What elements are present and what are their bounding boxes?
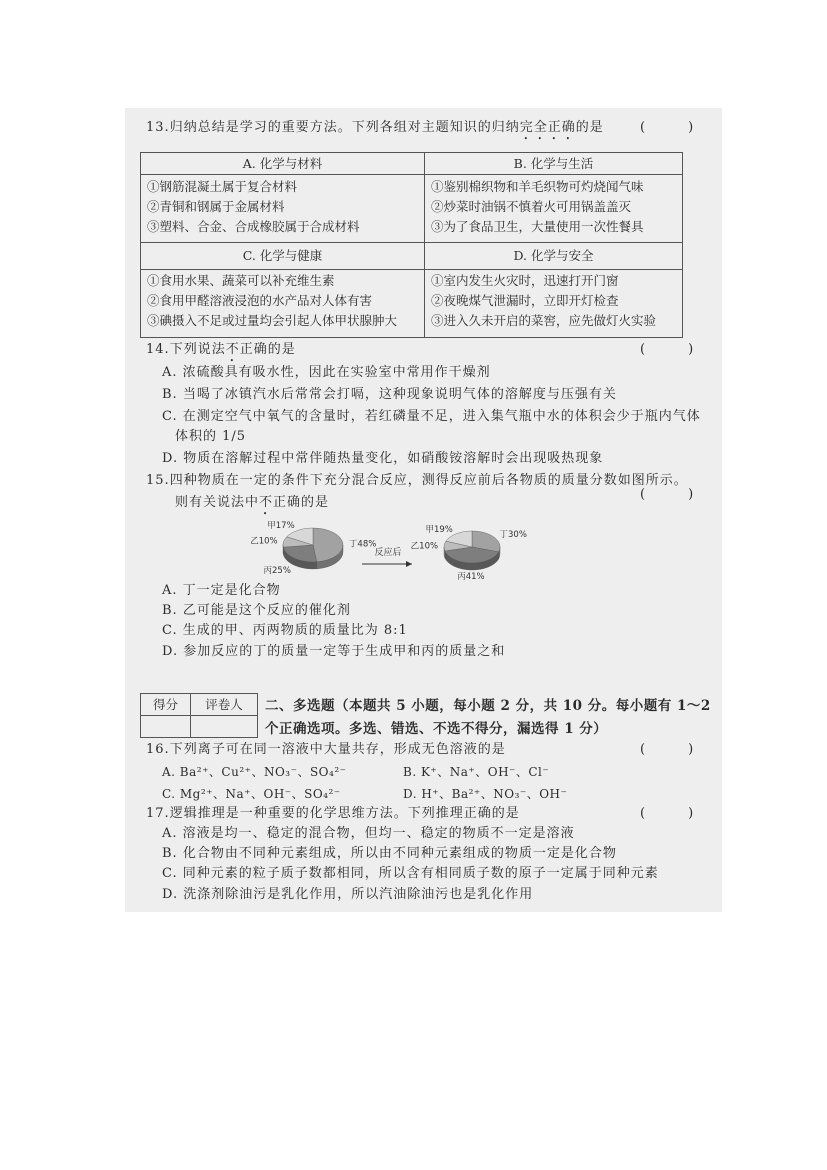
- q17-option-d: D. 洗涤剂除油污是乳化作用，所以汽油除油污也是乳化作用: [162, 887, 534, 902]
- q14-option-b: B. 当喝了冰镇汽水后常常会打嗝，这种现象说明气体的溶解度与压强有关: [162, 387, 617, 402]
- q16-stem-text: 下列离子可在同一溶液中大量共存，形成无色溶液的是: [169, 742, 506, 757]
- q13-cell-a: [141, 153, 425, 243]
- q13-cell-d-item: ①室内发生火灾时，迅速打开门窗: [431, 273, 619, 288]
- pie-before-label-2: 丙25%: [263, 566, 291, 577]
- q15-stem-line2-text: 则有关说法中: [175, 495, 260, 510]
- q13-table: [140, 152, 683, 338]
- q17-answer-bracket: ( ): [640, 806, 695, 821]
- q13-stem-emphasis: 完全正确: [519, 120, 576, 135]
- q15-option-a: A. 丁一定是化合物: [162, 583, 281, 598]
- q14-answer-bracket: ( ): [640, 342, 695, 357]
- pie-after-label-2: 丙41%: [457, 571, 485, 582]
- q15-option-b: B. 乙可能是这个反应的催化剂: [162, 603, 351, 618]
- q13-cell-d-item: ③进入久未开启的菜窖，应先做灯火实验: [431, 313, 657, 328]
- q16-option-b: B. K⁺、Na⁺、OH⁻、Cl⁻: [403, 765, 550, 779]
- q13-cell-c: [141, 243, 425, 337]
- q16-answer-bracket: ( ): [640, 742, 695, 757]
- q17-option-b: B. 化合物由不同种元素组成，所以由不同种元素组成的物质一定是化合物: [162, 846, 617, 861]
- q17-stem-text: 逻辑推理是一种重要的化学思维方法。下列推理正确的是: [169, 806, 520, 821]
- q14-option-c-continuation: 体积的 1/5: [175, 429, 247, 444]
- pie-before: [250, 521, 376, 576]
- q17-option-c: C. 同种元素的粒子质子数都相同，所以含有相同质子数的原子一定属于同种元素: [162, 866, 659, 881]
- q14-number: 14.: [146, 342, 170, 357]
- q14-stem-emphasis: 不: [225, 342, 240, 357]
- q13-stem-text: 归纳总结是学习的重要方法。下列各组对主题知识的归纳: [169, 120, 520, 135]
- q14-option-d: D. 物质在溶解过程中常伴随热量变化，如硝酸铵溶解时会出现吸热现象: [162, 451, 604, 466]
- q15-stem-emphasis: 不: [259, 495, 274, 510]
- q14-stem-text: 下列说法: [169, 342, 226, 357]
- q13-stem-ending: 的是: [575, 120, 604, 135]
- q15-pie-figure: [230, 508, 530, 588]
- q14-option-c: C. 在测定空气中氧气的含量时，若红磷量不足，进入集气瓶中水的体积会少于瓶内气体: [162, 409, 701, 424]
- q15-option-c: C. 生成的甲、丙两物质的质量比为 8:1: [162, 623, 408, 638]
- q17-stem: [146, 806, 520, 822]
- pie-after-label-4: 甲19%: [425, 524, 453, 535]
- q15-stem-ending: 正确的是: [273, 495, 330, 510]
- q15-option-d: D. 参加反应的丁的质量一定等于生成甲和丙的质量之和: [162, 644, 506, 659]
- q13-cell-a-item: ②青铜和钢属于金属材料: [147, 199, 285, 214]
- q17-number: 17.: [146, 806, 170, 821]
- q13-cell-b: [425, 153, 682, 243]
- section-heading-line2: 个正确选项。多选、错选、不选不得分，漏选得 1 分）: [265, 721, 608, 737]
- q13-cell-b-header: B. 化学与生活: [425, 153, 682, 175]
- q13-cell-b-item: ②炒菜时油锅不慎着火可用锅盖盖灭: [431, 199, 632, 214]
- pie-after-label-3: 乙10%: [410, 541, 439, 552]
- q13-cell-c-item: ②食用甲醛溶液浸泡的水产品对人体有害: [147, 293, 373, 308]
- q13-stem: [146, 120, 604, 143]
- grader-label: 评卷人: [191, 694, 257, 716]
- pie-after: [411, 525, 527, 582]
- q13-cell-c-header: C. 化学与健康: [141, 243, 424, 270]
- q14-option-a: A. 浓硫酸具有吸水性，因此在实验室中常用作干燥剂: [162, 365, 491, 380]
- section-heading-line1: 二、多选题（本题共 5 小题，每小题 2 分，共 10 分。每小题有 1～2: [265, 698, 711, 714]
- q13-cell-a-item: ③塑料、合金、合成橡胶属于合成材料: [147, 219, 360, 234]
- q14-stem: [146, 342, 296, 365]
- q14-stem-ending: 正确的是: [239, 342, 296, 357]
- q15-stem-line1: [146, 473, 688, 489]
- grader-blank: [191, 716, 257, 737]
- score-blank: [141, 716, 191, 737]
- q13-cell-a-header: A. 化学与材料: [141, 153, 424, 175]
- q15-answer-bracket: ( ): [640, 487, 695, 502]
- q13-cell-d-item: ②夜晚煤气泄漏时，立即开灯检查: [431, 293, 619, 308]
- reaction-arrow-head: [406, 561, 412, 567]
- q16-number: 16.: [146, 742, 170, 757]
- q13-number: 13.: [146, 120, 170, 135]
- q17-option-a: A. 溶液是均一、稳定的混合物，但均一、稳定的物质不一定是溶液: [162, 826, 575, 841]
- q13-cell-d-header: D. 化学与安全: [425, 243, 682, 270]
- q13-answer-bracket: ( ): [640, 120, 695, 135]
- score-label: 得分: [141, 694, 191, 716]
- pie-after-label-1: 丁30%: [499, 530, 527, 541]
- pie-before-label-3: 乙10%: [250, 536, 278, 547]
- q13-cell-b-item: ③为了食品卫生，大量使用一次性餐具: [431, 219, 644, 234]
- reaction-arrow: [362, 561, 412, 567]
- q16-option-d: D. H⁺、Ba²⁺、NO₃⁻、OH⁻: [403, 787, 568, 801]
- q16-option-c: C. Mg²⁺、Na⁺、OH⁻、SO₄²⁻: [162, 787, 341, 801]
- q13-cell-a-item: ①钢筋混凝土属于复合材料: [147, 179, 298, 194]
- q15-stem-text: 四种物质在一定的条件下充分混合反应，测得反应前后各物质的质量分数如图所示。: [169, 473, 688, 488]
- q15-number: 15.: [146, 473, 170, 488]
- q16-stem: [146, 742, 506, 758]
- q13-cell-c-item: ③碘摄入不足或过量均会引起人体甲状腺肿大: [147, 313, 398, 328]
- reaction-arrow-label: 反应后: [374, 548, 402, 558]
- pie-before-label-1: 丁48%: [348, 539, 377, 550]
- q13-cell-c-item: ①食用水果、蔬菜可以补充维生素: [147, 273, 335, 288]
- pie-before-label-4: 甲17%: [267, 521, 295, 532]
- q13-cell-d: [425, 243, 682, 337]
- q13-cell-b-item: ①鉴别棉织物和羊毛织物可灼烧闻气味: [431, 179, 644, 194]
- q16-option-a: A. Ba²⁺、Cu²⁺、NO₃⁻、SO₄²⁻: [162, 765, 347, 779]
- score-box: [140, 693, 258, 738]
